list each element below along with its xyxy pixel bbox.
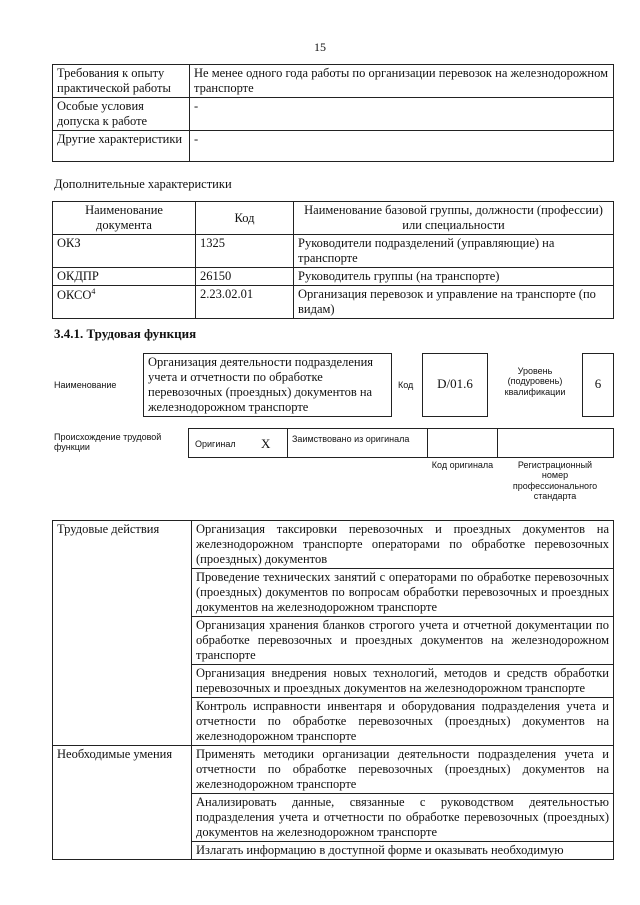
code-original-box xyxy=(427,428,498,458)
row-label: Требования к опыту практической работы xyxy=(53,65,190,98)
row-label-skills: Необходимые умения xyxy=(53,746,192,860)
skill: Излагать информацию в доступной форме и оказывать необходимую xyxy=(192,842,614,860)
cell-name: Руководитель группы (на транспорте) xyxy=(294,268,614,286)
table-row xyxy=(53,746,614,794)
additional-characteristics-table xyxy=(52,201,614,319)
work-functions-table xyxy=(52,520,614,860)
work-action: Организация таксировки перевозочных и проездных документов на железнодорожном транспорте операторами по обработке перевозочных (проездных) документов xyxy=(192,521,614,569)
level-label: Уровень (подуровень) квалификации xyxy=(504,366,566,397)
row-value: Не менее одного года работы по организации перевозок на железнодорожном транспорте xyxy=(190,65,614,98)
function-name-box xyxy=(143,353,392,417)
reg-number-box xyxy=(497,428,614,458)
function-title: 3.4.1. Трудовая функция xyxy=(54,326,197,341)
header-name: Наименование базовой группы, должности (профессии) или специальности xyxy=(294,202,614,235)
header-code: Код xyxy=(196,202,294,235)
level-box xyxy=(582,353,614,417)
work-action: Организация внедрения новых технологий, методов и средств обработки перевозочных и проездных документов на железнодорожном транспорте xyxy=(192,665,614,698)
borrowed-label: Заимствовано из оригинала xyxy=(292,434,410,444)
table-row xyxy=(53,98,614,131)
table-row xyxy=(53,131,614,162)
function-code-box xyxy=(422,353,488,417)
additional-characteristics-title: Дополнительные характеристики xyxy=(54,177,232,191)
table-header-row xyxy=(53,202,614,235)
requirements-table xyxy=(52,64,614,162)
code-original-label: Код оригинала xyxy=(431,460,494,470)
cell-name: Руководители подразделений (управляющие) на транспорте xyxy=(294,235,614,268)
reg-number-label: Регистрационный номер профессионального стандарта xyxy=(512,460,598,502)
footnote-mark: 4 xyxy=(91,287,96,296)
row-label: Другие характеристики xyxy=(53,131,190,162)
borrowed-box xyxy=(287,428,428,458)
table-row xyxy=(53,268,614,286)
original-box xyxy=(188,428,288,458)
work-action: Проведение технических занятий с операторами по обработке перевозочных (проездных) документов по вопросам обработки перевозочных и проездных документов на железнодорожном транспорте xyxy=(192,569,614,617)
table-row xyxy=(53,65,614,98)
original-label: Оригинал xyxy=(195,439,236,449)
function-name: Организация деятельности подразделения учета и отчетности по обработке перевозочных (проездных) документов на железнодорожном транспорте xyxy=(148,355,374,414)
table-row xyxy=(53,286,614,319)
cell-code: 2.23.02.01 xyxy=(196,286,294,319)
cell-name: Организация перевозок и управление на транспорте (по видам) xyxy=(294,286,614,319)
header-document: Наименование документа xyxy=(53,202,196,235)
doc-name: ОКСО xyxy=(57,288,92,303)
name-label: Наименование xyxy=(54,380,117,390)
cell-document: ОКЗ xyxy=(53,235,196,268)
table-row xyxy=(53,235,614,268)
skill: Применять методики организации деятельности подразделения учета и отчетности по обработке перевозочных (проездных) документов на железнодорожном транспорте xyxy=(192,746,614,794)
cell-document xyxy=(53,286,196,319)
cell-document: ОКДПР xyxy=(53,268,196,286)
cell-code: 1325 xyxy=(196,235,294,268)
row-value: - xyxy=(190,131,614,162)
work-action: Контроль исправности инвентаря и оборудования подразделения учета и отчетности по обработке перевозочных (проездных) документов на железнодорожном транспорте xyxy=(192,698,614,746)
original-mark: X xyxy=(261,436,271,451)
code-label: Код xyxy=(398,380,414,390)
row-label: Особые условия допуска к работе xyxy=(53,98,190,131)
row-label-work-actions: Трудовые действия xyxy=(53,521,192,746)
page-number: 15 xyxy=(314,40,326,54)
skill: Анализировать данные, связанные с руководством деятельностью подразделения учета и отчетности по обработке перевозочных (проездных) документов на железнодорожном транспорте xyxy=(192,794,614,842)
cell-code: 26150 xyxy=(196,268,294,286)
table-row xyxy=(53,521,614,569)
work-action: Организация хранения бланков строгого учета и отчетной документации по обработке перевозочных и проездных документов на железнодорожном транспорте xyxy=(192,617,614,665)
origin-label: Происхождение трудовой функции xyxy=(54,432,162,453)
level-value: 6 xyxy=(594,376,602,391)
function-code: D/01.6 xyxy=(437,376,473,391)
row-value: - xyxy=(190,98,614,131)
